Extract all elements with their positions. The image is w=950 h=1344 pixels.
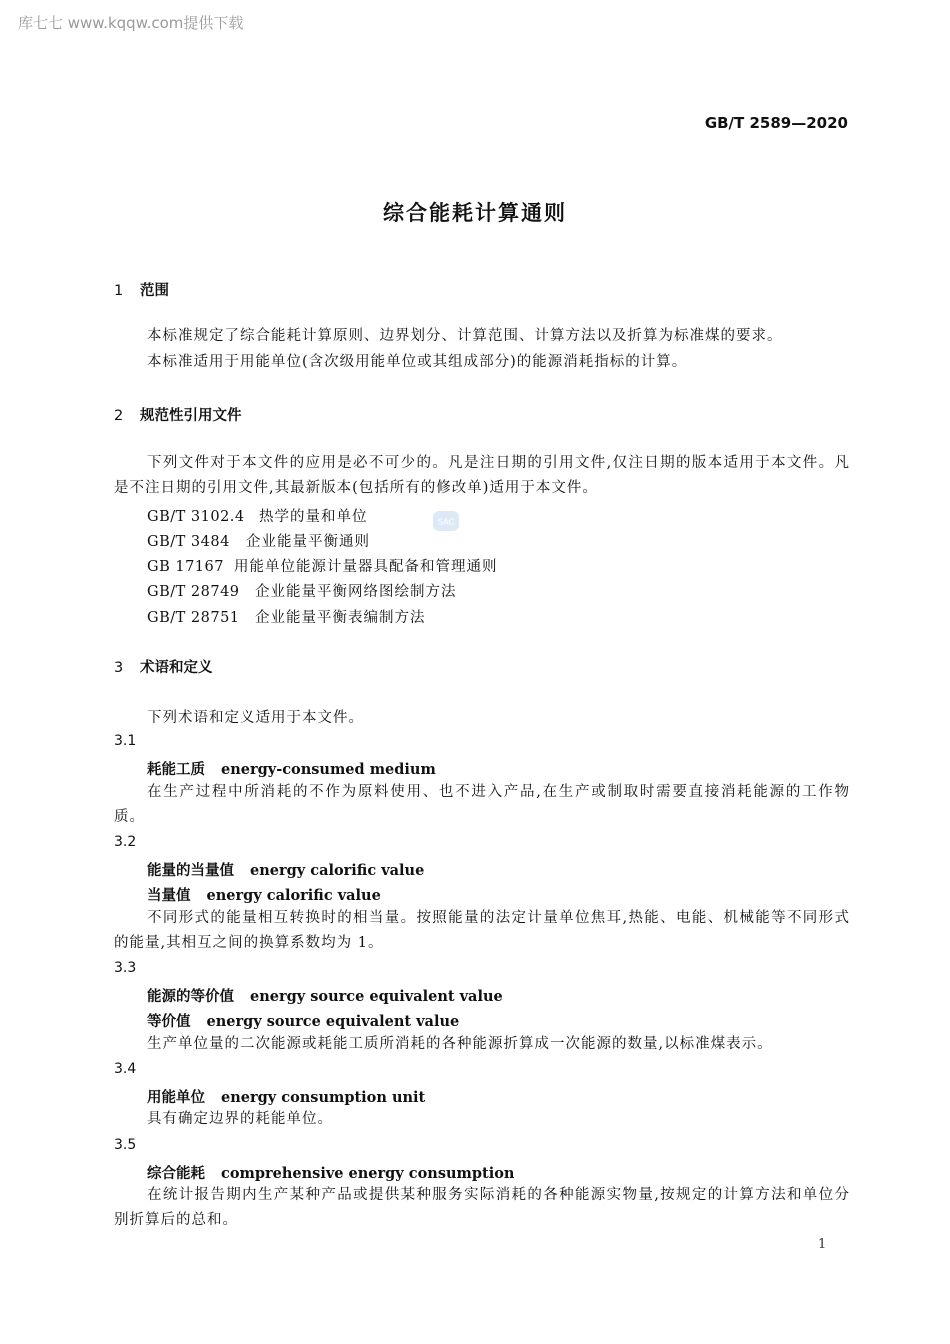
paragraph: 本标准适用于用能单位(含次级用能单位或其组成部分)的能源消耗指标的计算。 (147, 354, 688, 370)
reference-title: 热学的量和单位 (259, 509, 368, 525)
term-entry (147, 1086, 425, 1107)
reference-item (147, 580, 457, 601)
term-english: energy source equivalent value (206, 1013, 460, 1030)
section-number: 2 (114, 408, 124, 424)
section-title: 术语和定义 (140, 660, 213, 676)
term-entry (147, 1162, 514, 1183)
reference-code: GB/T 3102.4 (147, 509, 245, 525)
term-chinese: 综合能耗 (147, 1166, 205, 1182)
term-chinese: 当量值 (147, 888, 191, 904)
reference-item (147, 505, 368, 526)
clause-number: 3.2 (114, 834, 137, 850)
section-1-heading (114, 279, 169, 300)
clause-number: 3.3 (114, 960, 137, 976)
section-title: 规范性引用文件 (140, 408, 242, 424)
term-chinese: 能量的当量值 (147, 863, 234, 879)
document-title: 综合能耗计算通则 (383, 201, 567, 225)
definition: 具有确定边界的耗能单位。 (147, 1111, 333, 1127)
watermark-text: 库七七 www.kqqw.com提供下载 (18, 14, 244, 32)
standard-code: GB/T 2589—2020 (704, 114, 848, 132)
term-entry (147, 985, 503, 1006)
definition: 在生产过程中所消耗的不作为原料使用、也不进入产品,在生产或制取时需要直接消耗能源的工作物质。 (114, 784, 850, 825)
section-number: 1 (114, 283, 124, 299)
clause-number: 3.4 (114, 1061, 137, 1077)
term-english: energy-consumed medium (221, 761, 436, 778)
definition: 在统计报告期内生产某种产品或提供某种服务实际消耗的各种能源实物量,按规定的计算方法和单位分别折算后的总和。 (114, 1187, 850, 1228)
term-english: energy calorific value (250, 862, 425, 879)
paragraph: 下列术语和定义适用于本文件。 (147, 710, 364, 726)
definition: 不同形式的能量相互转换时的相当量。按照能量的法定计量单位焦耳,热能、电能、机械能等不同形式的能量,其相互之间的换算系数均为 1。 (114, 910, 850, 951)
reference-code: GB/T 28749 (147, 584, 240, 600)
reference-item (147, 555, 498, 576)
term-chinese: 等价值 (147, 1014, 191, 1030)
definition: 生产单位量的二次能源或耗能工质所消耗的各种能源折算成一次能源的数量,以标准煤表示。 (147, 1036, 773, 1052)
reference-code: GB/T 28751 (147, 610, 240, 626)
clause-number: 3.1 (114, 733, 137, 749)
term-english: energy calorific value (206, 887, 381, 904)
term-english: energy source equivalent value (250, 988, 503, 1005)
reference-code: GB 17167 (147, 559, 224, 575)
reference-item (147, 530, 370, 551)
reference-title: 用能单位能源计量器具配备和管理通则 (234, 559, 498, 575)
section-title: 范围 (140, 283, 169, 299)
reference-title: 企业能量平衡表编制方法 (255, 610, 426, 626)
reference-title: 企业能量平衡通则 (246, 534, 370, 550)
term-entry-synonym (147, 884, 381, 905)
svg-text:SAC: SAC (437, 517, 455, 527)
term-entry (147, 859, 424, 880)
paragraph: 下列文件对于本文件的应用是必不可少的。凡是注日期的引用文件,仅注日期的版本适用于本文件。凡是不注日期的引用文件,其最新版本(包括所有的修改单)适用于本文件。 (114, 455, 850, 496)
page-number: 1 (818, 1237, 827, 1252)
section-number: 3 (114, 660, 124, 676)
reference-title: 企业能量平衡网络图绘制方法 (255, 584, 457, 600)
reference-item (147, 606, 426, 627)
term-english: energy consumption unit (221, 1089, 426, 1106)
term-chinese: 用能单位 (147, 1090, 205, 1106)
paragraph: 本标准规定了综合能耗计算原则、边界划分、计算范围、计算方法以及折算为标准煤的要求。 (147, 328, 783, 344)
term-entry-synonym (147, 1010, 459, 1031)
term-english: comprehensive energy consumption (221, 1165, 515, 1182)
sac-logo-icon (432, 510, 460, 532)
term-entry (147, 758, 436, 779)
section-3-heading (114, 656, 213, 677)
clause-number: 3.5 (114, 1137, 137, 1153)
term-chinese: 耗能工质 (147, 762, 205, 778)
section-2-heading (114, 404, 242, 425)
term-chinese: 能源的等价值 (147, 989, 234, 1005)
reference-code: GB/T 3484 (147, 534, 230, 550)
